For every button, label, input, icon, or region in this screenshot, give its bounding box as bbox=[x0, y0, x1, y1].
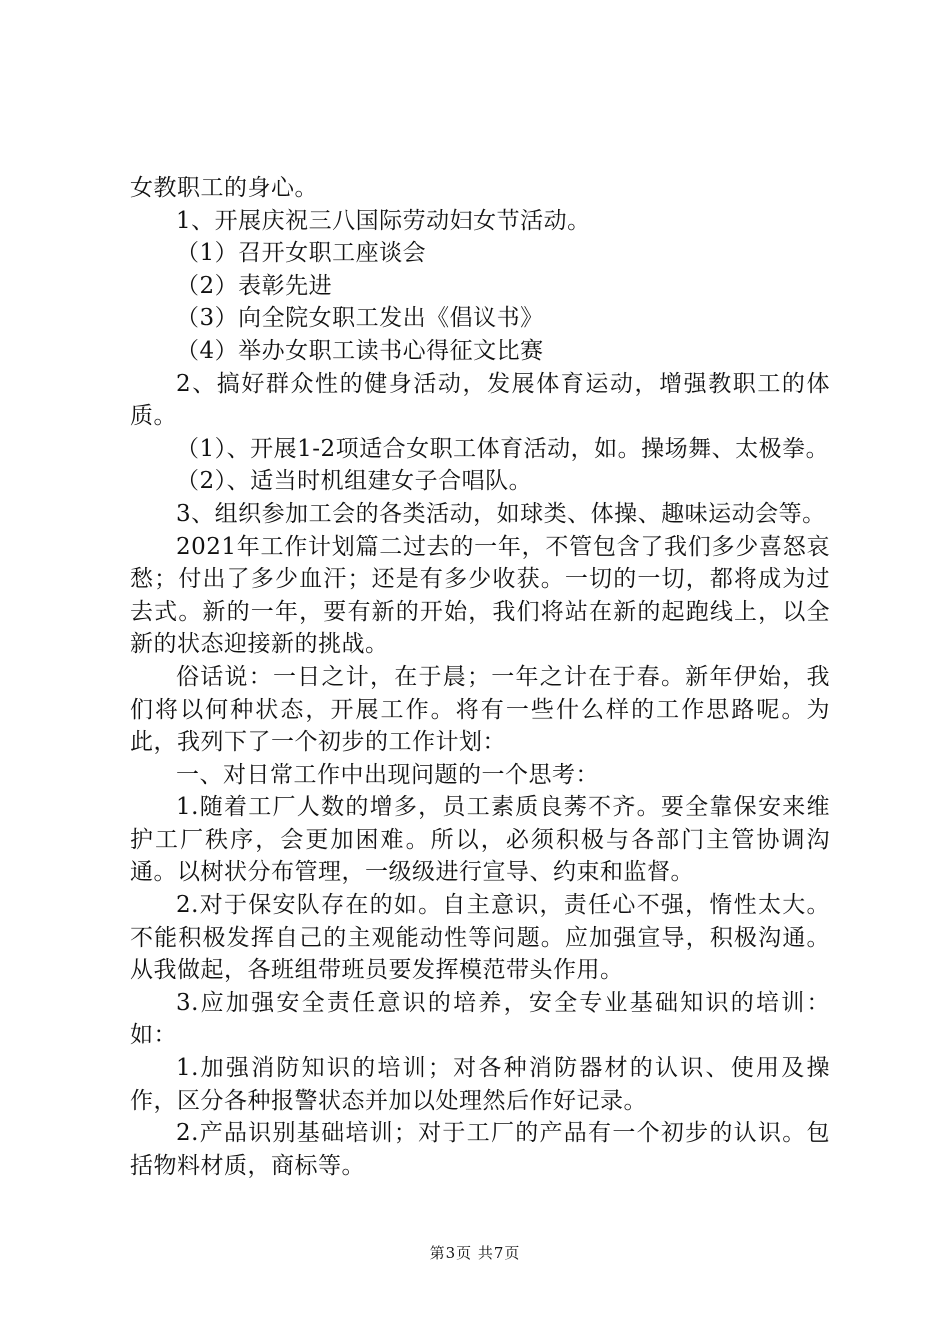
body-paragraph: 1.加强消防知识的培训；对各种消防器材的认识、使用及操作，区分各种报警状态并加以处理然后作好记录。 bbox=[130, 1055, 830, 1114]
body-paragraph: 2021年工作计划篇二过去的一年，不管包含了我们多少喜怒哀愁；付出了多少血汗；还是有多少收获。一切的一切，都将成为过去式。新的一年，要有新的开始，我们将站在新的起跑线上，以全新的状态迎接新的挑战。 bbox=[130, 533, 830, 658]
body-paragraph: 一、对日常工作中出现问题的一个思考： bbox=[176, 761, 599, 788]
body-paragraph: 2.对于保安队存在的如。自主意识，责任心不强，惰性太大。不能积极发挥自己的主观能动性等问题。应加强宣导，积极沟通。从我做起，各班组带班员要发挥模范带头作用。 bbox=[130, 892, 830, 984]
body-paragraph: 2.产品识别基础培训；对于工厂的产品有一个初步的认识。包括物料材质，商标等。 bbox=[130, 1120, 830, 1179]
body-paragraph: 女教职工的身心。 bbox=[130, 175, 318, 201]
body-paragraph: 1、开展庆祝三八国际劳动妇女节活动。 bbox=[176, 207, 591, 234]
body-paragraph: 3、组织参加工会的各类活动，如球类、体操、趣味运动会等。 bbox=[176, 500, 826, 527]
body-paragraph: （2）、适当时机组建女子合唱队。 bbox=[176, 468, 533, 495]
body-paragraph: （1）召开女职工座谈会 bbox=[176, 240, 427, 267]
body-paragraph: （4）举办女职工读书心得征文比赛 bbox=[176, 337, 544, 364]
body-paragraph: （1）、开展1-2项适合女职工体育活动，如。操场舞、太极拳。 bbox=[176, 435, 830, 462]
body-paragraph: 1.随着工厂人数的增多，员工素质良莠不齐。要全靠保安来维护工厂秩序，会更加困难。所以，必须积极与各部门主管协调沟通。以树状分布管理，一级级进行宣导、约束和监督。 bbox=[130, 794, 830, 886]
body-paragraph: （3）向全院女职工发出《倡议书》 bbox=[176, 305, 544, 332]
page-number: 第3页 共7页 bbox=[429, 1244, 521, 1262]
body-paragraph: （2）表彰先进 bbox=[176, 272, 333, 299]
body-paragraph: 2、搞好群众性的健身活动，发展体育运动，增强教职工的体质。 bbox=[130, 370, 830, 430]
body-paragraph: 俗话说：一日之计，在于晨；一年之计在于春。新年伊始，我们将以何种状态，开展工作。将有一些什么样的工作思路呢。为此，我列下了一个初步的工作计划： bbox=[130, 663, 830, 756]
document-body bbox=[130, 172, 830, 1182]
body-paragraph: 3.应加强安全责任意识的培养，安全专业基础知识的培训：如： bbox=[130, 989, 830, 1049]
page-footer bbox=[0, 1243, 950, 1263]
